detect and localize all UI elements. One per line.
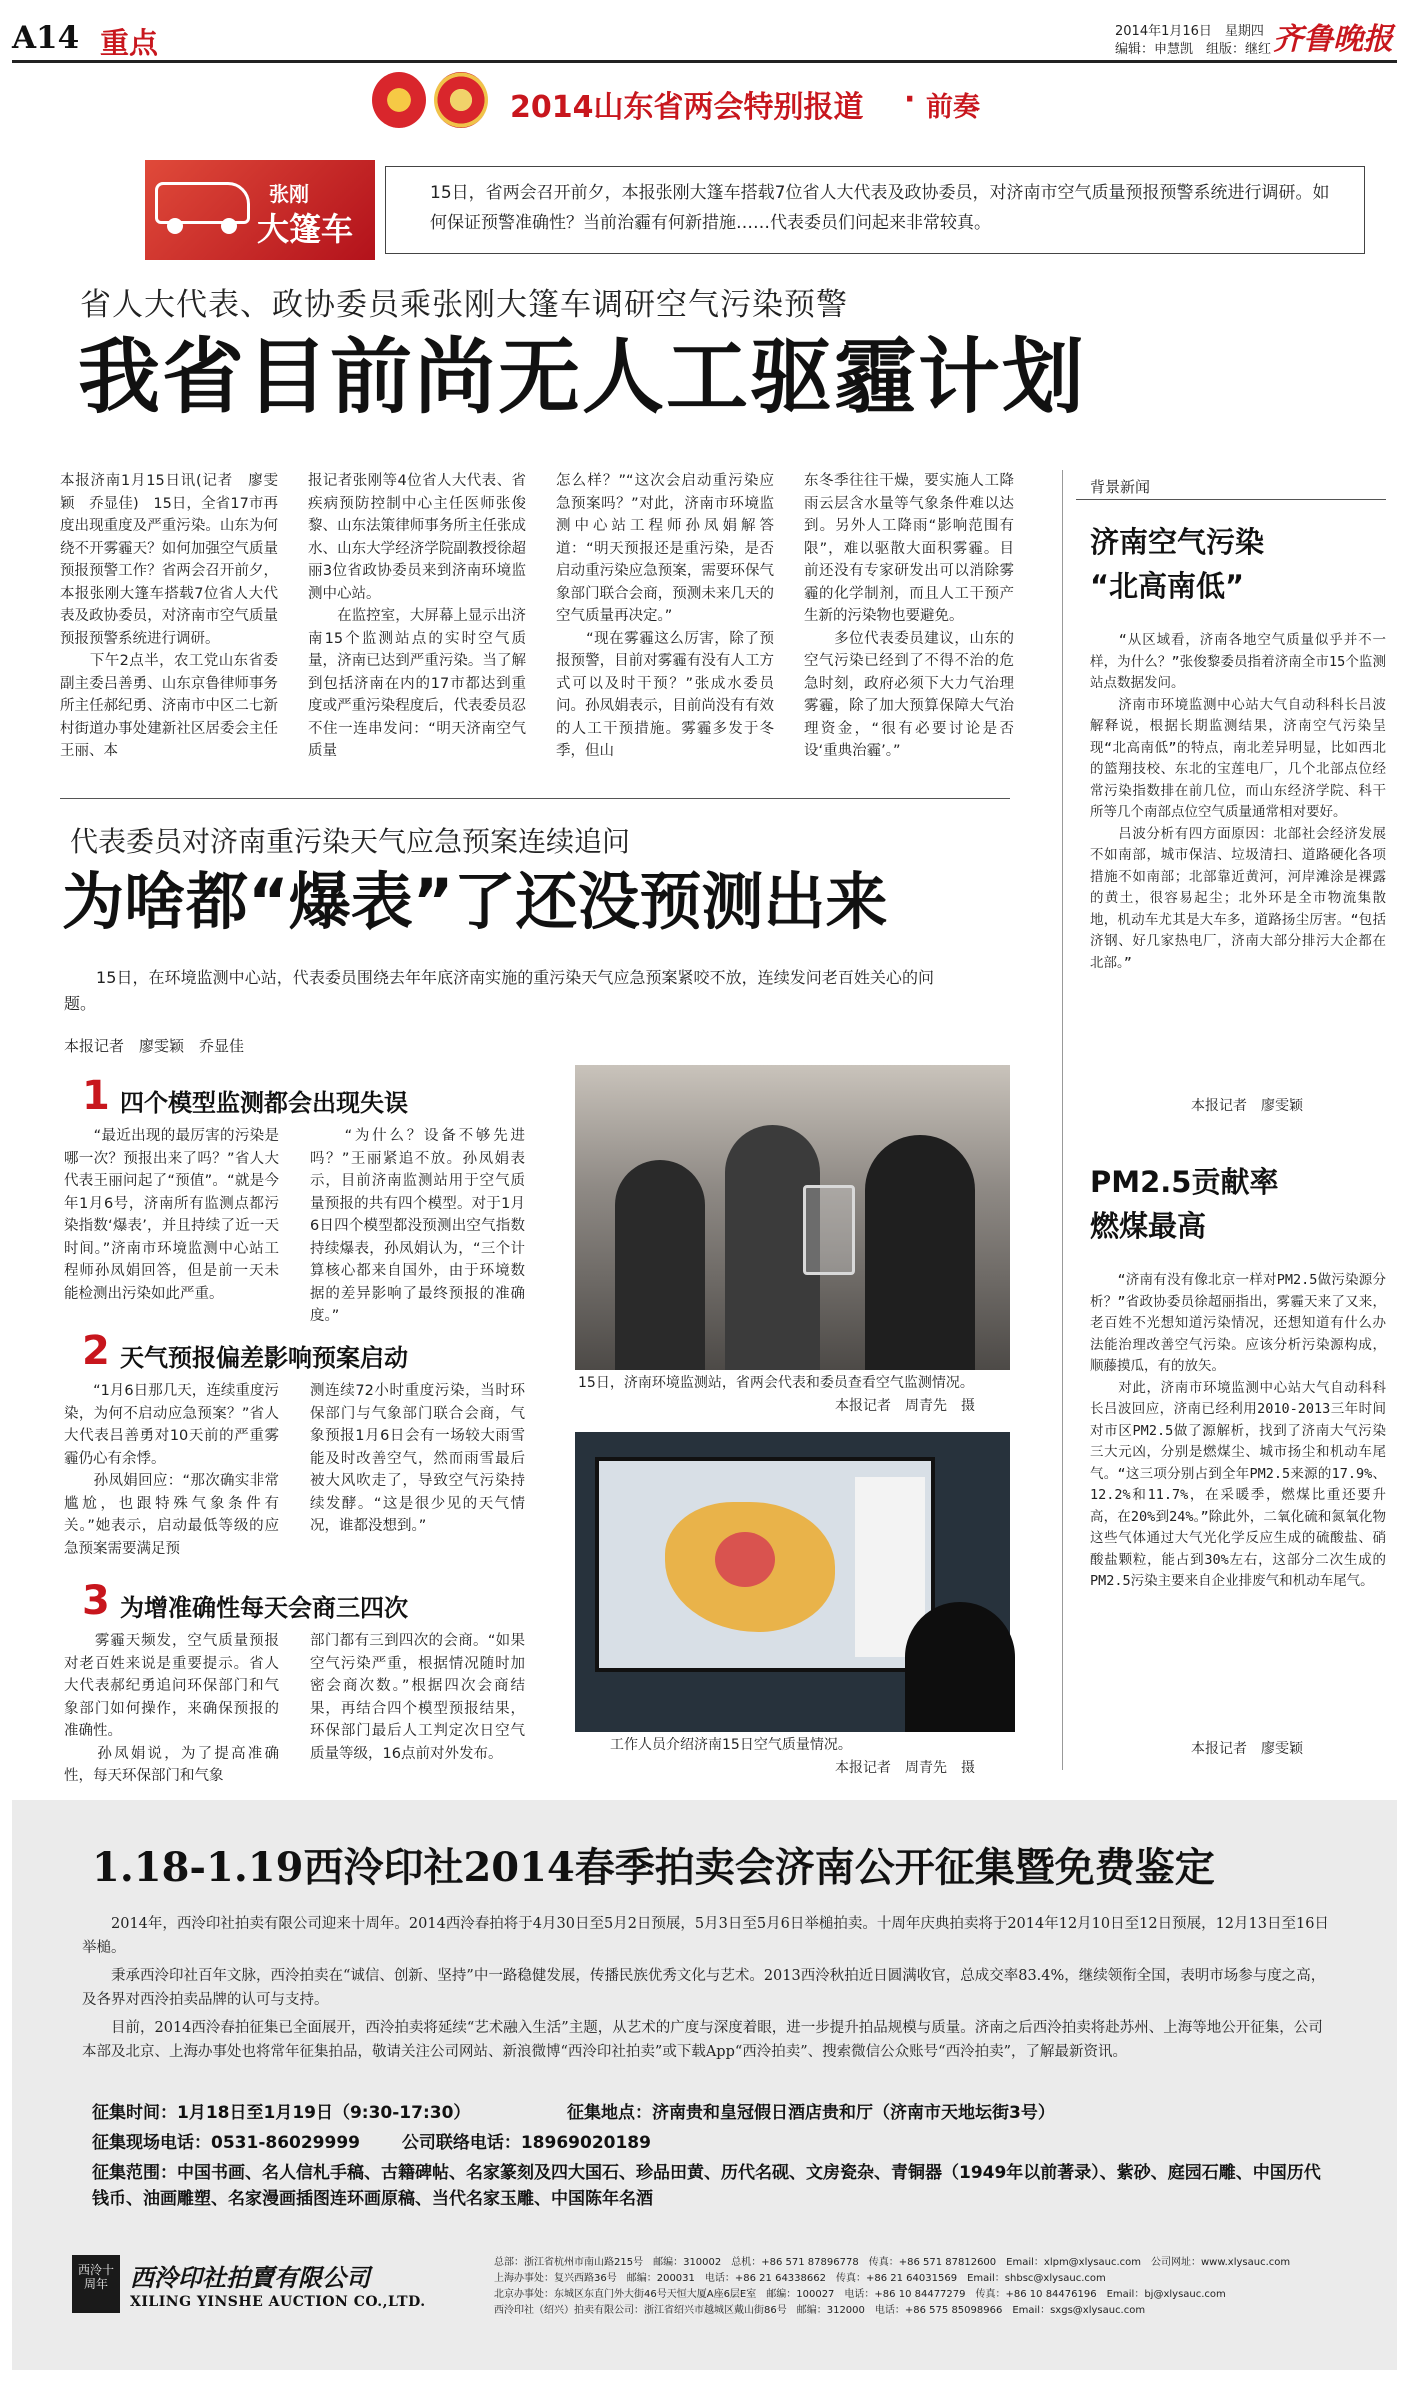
special-report-banner [372, 70, 1032, 134]
ad-seal-logo [72, 2255, 120, 2313]
ad-place-value: 济南贵和皇冠假日酒店贵和厅（济南市天地坛街3号） [652, 2103, 1055, 2123]
date-line: 2014年1月16日 星期四 [1115, 24, 1264, 39]
sidebar-title1-line1: 济南空气污染 [1090, 525, 1265, 559]
sidebar-title1-line2: “北高南低” [1090, 569, 1245, 603]
photo-monitoring-station [575, 1065, 1010, 1370]
article1-subhead: 省人大代表、政协委员乘张刚大篷车调研空气污染预警 [80, 287, 848, 323]
photo-air-quality-map [575, 1432, 1010, 1732]
sidebar [1076, 470, 1401, 1770]
bus-logo-line1: 张刚 [269, 182, 309, 206]
section1-col1-text: “最近出现的最厉害的污染是哪一次？预报出来了吗？”省人大代表王丽问起了“预值”。“就是今年1月6号，济南所有监测点都污染指数‘爆表’，并且持续了近一天时间。”济南市环境监测中心站工程师孙凤娟回答，但是前一天未能检测出污染如此严重。 [64, 1128, 279, 1302]
photo1-person-right [865, 1135, 975, 1370]
ad-contact-label: 公司联络电话： [401, 2133, 521, 2153]
masthead-rule [12, 60, 1397, 63]
photo1-person-left [615, 1160, 705, 1370]
editors-line: 编辑：申慧凯 组版：继红 [1115, 42, 1272, 57]
section1-col2-text: “为什么？设备不够先进吗？”王丽紧追不放。孙凤娟表示，目前济南监测站用于空气质量预报的共有四个模型。对于1月6日四个模型都没预测出空气指数持续爆表，孙凤娟认为，“三个计算核心都来自国外，由于环境数据的差异影响了最终预报的准确度。” [310, 1128, 525, 1324]
article1-col3 [556, 470, 774, 770]
section2-col1-text: “1月6日那几天，连续重度污染，为何不启动应急预案？”省人大代表吕善勇对10天前的严重雾霾仍心有余悸。 孙凤娟回应：“那次确实非常尴尬，也跟特殊气象条件有关。”她表示，启动最低等级的应急预案需要满足预 [64, 1383, 279, 1557]
article1-col4 [804, 470, 1014, 770]
sidebar-title2-line2: 燃煤最高 [1090, 1209, 1207, 1243]
bus-logo [145, 160, 375, 260]
section3-col2 [310, 1630, 525, 1780]
sidebar-tag [1076, 476, 1386, 500]
ad-time-row [92, 2100, 470, 2126]
article1-col1 [60, 470, 278, 770]
banner-dot: · [904, 82, 916, 117]
banner-sub: 前奏 [926, 92, 980, 123]
sidebar-text2-body: “济南有没有像北京一样对PM2.5做污染源分析？”省政协委员徐超丽指出，雾霾天来了又来，老百姓不光想知道污染情况，还想知道有什么办法能治理改善空气污染。应该分析污染源构成，顺藤摸瓜，有的放矢。 对此，济南市环境监测中心站大气自动科科长吕波回应，济南已经利用2010-2013三年时间对市区PM2.5做了源解析，找到了济南大气污染三大元凶，分别是燃煤尘、城市扬尘和机动车尾气。“这三项分别占到全年PM2.5来源的17.9%、12.2%和11.7%，在采暖季，燃煤比重还要升高，在20%到24%。”除此外，二氧化硫和氮氧化物这些气体通过大气光化学反应生成的硫酸盐、硝酸盐颗粒，能占到30%左右，这部分二次生成的PM2.5污染主要来自企业排废气和机动车尾气。 [1090, 1272, 1386, 1589]
ad-company-cn: 西泠印社拍賣有限公司 [130, 2263, 370, 2292]
ad-addr2: 上海办事处：复兴西路36号 邮编：200031 电话：+86 21 64338662 传真：+86 21 64031569 Email：shbsc@xlysauc.com [494, 2273, 1106, 2284]
ad-scope-row [92, 2160, 1322, 2212]
article1-col3-text: 怎么样？”“这次会启动重污染应急预案吗？”对此，济南市环境监测中心站工程师孙凤娟解答道：“明天预报还是重污染，是否启动重污染应急预案，需要环保气象部门联合会商，预测未来几天的空气质量再决定。” “现在雾霾这么厉害，除了预报预警，目前对雾霾有没有人工方式可以及时干预？”张成水委员问。孙凤娟表示，目前尚没有有效的人工干预措施。雾霾多发于冬季，但山 [556, 473, 774, 759]
section3-title: 为增准确性每天会商三四次 [120, 1594, 408, 1622]
section3-number: 3 [82, 1578, 110, 1624]
bus-intro-text: 15日，省两会召开前夕，本报张刚大篷车搭载7位省人大代表及政协委员，对济南市空气质量预报预警系统进行调研。如何保证预警准确性？当前治霾有何新措施……代表委员们问起来非常较真。 [430, 183, 1330, 233]
section2-number: 2 [82, 1328, 110, 1374]
sidebar-text2 [1090, 1270, 1386, 1730]
ad-place-label: 征集地点： [567, 2103, 652, 2123]
article2-headline: 为啥都“爆表”了还没预测出来 [62, 865, 888, 938]
section2-col1 [64, 1380, 279, 1560]
bus-icon [155, 182, 250, 224]
ad-address-block [494, 2255, 1374, 2319]
section3-col2-text: 部门都有三到四次的会商。“如果空气污染严重，根据情况随时加密会商次数。”根据四次会商结果，再结合四个模型预报结果，环保部门最后人工判定次日空气质量等级，16点前对外发布。 [310, 1633, 525, 1762]
article2-intro: 15日，在环境监测中心站，代表委员围绕去年年底济南实施的重污染天气应急预案紧咬不放，连续发问老百姓关心的问题。 [64, 968, 934, 1013]
national-emblem-icon [372, 72, 426, 128]
photo1-caption: 15日，济南环境监测站，省两会代表和委员查看空气监测情况。 [578, 1375, 974, 1391]
auction-advertisement [12, 1800, 1397, 2370]
ad-para1: 2014年，西泠印社拍卖有限公司迎来十周年。2014西泠春拍将于4月30日至5月2日预展，5月3日至5月6日举槌拍卖。十周年庆典拍卖将于2014年12月10日至12日预展，12月13日至16日举槌。 [82, 1916, 1329, 1956]
photo1-instrument [803, 1185, 855, 1275]
article1-col2-text: 报记者张刚等4位省人大代表、省疾病预防控制中心主任医师张俊黎、山东法策律师事务所主任张成水、山东大学经济学院副教授徐超丽3位省政协委员来到济南环境监测中心站。 在监控室，大屏幕上显示出济南15个监测站点的实时空气质量，济南已达到严重污染。当了解到包括济南在内的17市都达到重度或严重污染程度后，代表委员忍不住一连串发问：“明天济南空气质量 [308, 473, 526, 759]
article1-col1-text: 本报济南1月15日讯(记者 廖雯颖 乔显佳) 15日，全省17市再度出现重度及严重污染。山东为何绕不开雾霾天？如何加强空气质量预报预警工作？省两会召开前夕，本报张刚大篷车搭载7位省人大代表及政协委员，对济南市空气质量预报预警系统进行调研。 下午2点半，农工党山东省委副主委吕善勇、山东京鲁律师事务所主任郝纪勇、济南市中区二七新村街道办事处建新社区居委会主任王丽、本 [60, 473, 278, 759]
section1-col2 [310, 1125, 525, 1324]
section2-col2-text: 测连续72小时重度污染，当时环保部门与气象部门联合会商，气象预报1月6日会有一场较大雨雪能及时改善空气，然而雨雪最后被大风吹走了，导致空气污染持续发酵。“这是很少见的天气情况，谁都没想到。” [310, 1383, 525, 1534]
ad-scope-value: 中国书画、名人信札手稿、古籍碑帖、名家篆刻及四大国石、珍品田黄、历代名砚、文房瓷杂、青铜器（1949年以前著录）、紫砂、庭园石雕、中国历代钱币、油画雕塑、名家漫画插图连环画原稿、当代名家玉雕、中国陈年名酒 [92, 2163, 1321, 2209]
bus-wheel-front-icon [167, 218, 183, 234]
sidebar-text1 [1090, 630, 1386, 1060]
photo2-caption: 工作人员介绍济南15日空气质量情况。 [610, 1737, 852, 1753]
sidebar-text1-body: “从区域看，济南各地空气质量似乎并不一样，为什么？”张俊黎委员指着济南全市15个监测站点数据发问。 济南市环境监测中心站大气自动科科长吕波解释说，根据长期监测结果，济南空气污染呈现“北高南低”的特点，南北差异明显，比如西北的篮翔技校、东北的宝莲电厂，几个北部点位经常污染指数排在前几位，而山东经济学院、科干所等几个南部点位空气质量通常相对要好。 吕波分析有四方面原因：北部社会经济发展不如南部，城市保洁、垃圾清扫、道路硬化各项措施不如南部；北部靠近黄河，河岸滩涂是裸露的黄土，很容易起尘；北外环是全市物流集散地，机动车尤其是大车多，道路扬尘厉害。“包括济钢、好几家热电厂，济南大部分排污大企都在北部。” [1090, 632, 1386, 971]
ad-scope-label: 征集范围： [92, 2163, 177, 2183]
bus-logo-line2: 大篷车 [257, 210, 354, 248]
bus-intro-box [145, 160, 1365, 260]
ad-time-label: 征集时间： [92, 2103, 177, 2123]
sidebar-title2-line1: PM2.5贡献率 [1090, 1165, 1279, 1199]
article2-byline: 本报记者 廖雯颖 乔显佳 [64, 1037, 245, 1055]
ad-place-row [567, 2100, 1055, 2126]
article1-col4-text: 东冬季往往干燥，要实施人工降雨云层含水量等气象条件难以达到。另外人工降雨“影响范围有限”，难以驱散大面积雾霾。目前还没有专家研发出可以消除雾霾的化学制剂，而且人工干预产生新的污染物也要避免。 多位代表委员建议，山东的空气污染已经到了不得不治的危急时刻，政府必须下大力气治理雾霾，除了加大预算保障大气治理资金，“很有必要讨论是否设‘重典治霾’。” [804, 473, 1014, 759]
ad-phone-row [92, 2130, 651, 2156]
ad-time-value: 1月18日至1月19日（9:30-17:30） [177, 2103, 471, 2123]
section3-col1 [64, 1630, 279, 1784]
banner-title: 2014山东省两会特别报道 [510, 90, 864, 125]
sidebar-divider [1062, 470, 1063, 1770]
section1-number: 1 [82, 1073, 110, 1119]
section2-col2 [310, 1380, 525, 1560]
photo2-map-center [715, 1532, 775, 1587]
ad-phone-value: 0531-86029999 [211, 2133, 360, 2153]
masthead [0, 0, 1409, 62]
section1-col1 [64, 1125, 279, 1305]
sidebar-credit2: 本报记者 廖雯颖 [1191, 1741, 1303, 1757]
photo1-credit: 本报记者 周青先 摄 [835, 1398, 975, 1414]
article1-headline: 我省目前尚无人工驱霾计划 [78, 330, 1087, 425]
section1-title: 四个模型监测都会出现失误 [120, 1089, 408, 1117]
sidebar-credit1: 本报记者 廖雯颖 [1191, 1098, 1303, 1114]
ad-phone-label: 征集现场电话： [92, 2133, 211, 2153]
ad-contact-value: 18969020189 [520, 2133, 651, 2153]
ad-company-en: XILING YINSHE AUCTION CO.,LTD. [130, 2294, 426, 2310]
ad-addr4: 西泠印社（绍兴）拍卖有限公司：浙江省绍兴市越城区戴山街86号 邮编：312000 电话：+86 575 85098966 Email：sxgs@xlysauc.com [494, 2305, 1146, 2316]
article1-bottom-rule [60, 798, 1010, 799]
bus-wheel-rear-icon [221, 218, 237, 234]
ad-para3: 目前，2014西泠春拍征集已全面展开，西泠拍卖将延续“艺术融入生活”主题，从艺术的广度与深度着眼，进一步提升拍品规模与质量。济南之后西泠拍卖将赴苏州、上海等地公开征集，公司本部及北京、上海办事处也将常年征集拍品，敬请关注公司网站、新浪微博“西泠印社拍卖”或下载App“西泠拍卖”、搜索微信公众账号“西泠拍卖”，了解最新资讯。 [82, 2020, 1323, 2060]
article2-subhead: 代表委员对济南重污染天气应急预案连续追问 [70, 825, 631, 858]
section3-col1-text: 雾霾天频发，空气质量预报对老百姓来说是重要提示。省人大代表郝纪勇追问环保部门和气象部门如何操作，来确保预报的准确性。 孙凤娟说，为了提高准确性，每天环保部门和气象 [64, 1633, 279, 1784]
ad-title: 1.18-1.19西泠印社2014春季拍卖会济南公开征集暨免费鉴定 [92, 1844, 1215, 1891]
paper-name-logo: 齐鲁晚报 [1273, 22, 1393, 57]
photo2-credit: 本报记者 周青先 摄 [835, 1760, 975, 1776]
ad-seal-text: 西泠十周年 [78, 2263, 115, 2291]
article1-col2 [308, 470, 526, 770]
cppcc-emblem-icon [434, 72, 488, 128]
ad-addr1: 总部：浙江省杭州市南山路215号 邮编：310002 总机：+86 571 87896778 传真：+86 571 87812600 Email：xlpm@xlysauc.com 公司网址：www.xlysauc.com [494, 2257, 1291, 2268]
section-name: 重点 [100, 26, 159, 60]
ad-addr3: 北京办事处：东城区东直门外大街46号天恒大厦A座6层E室 邮编：100027 电话：+86 10 84477279 传真：+86 10 84476196 Email：bj@xlysauc.com [494, 2289, 1226, 2300]
page-code: A14 [12, 20, 80, 56]
ad-para2: 秉承西泠印社百年文脉，西泠拍卖在“诚信、创新、坚持”中一路稳健发展，传播民族优秀文化与艺术。2013西泠秋拍近日圆满收官，总成交率83.4%，继续领衔全国，表明市场参与度之高，及各界对西泠拍卖品牌的认可与支持。 [82, 1968, 1326, 2008]
sidebar-tag-text: 背景新闻 [1090, 478, 1151, 496]
photo2-person [905, 1602, 1015, 1732]
section2-title: 天气预报偏差影响预案启动 [120, 1344, 408, 1372]
